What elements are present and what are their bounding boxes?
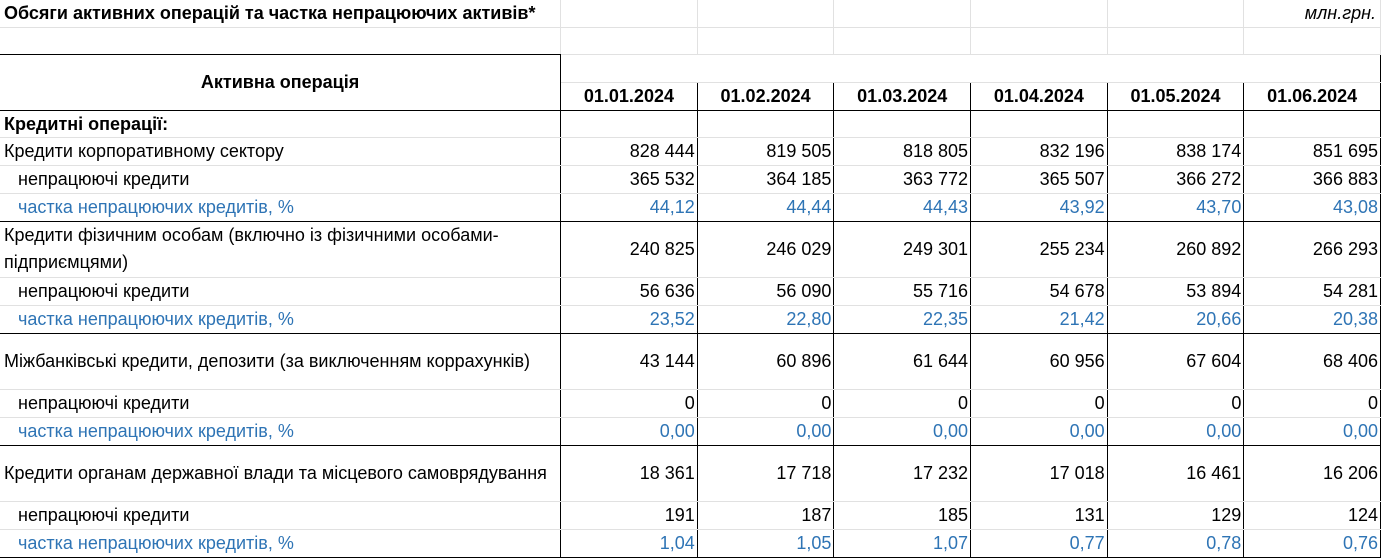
value-cell: 43,08 [1244,193,1381,221]
value-cell: 23,52 [561,305,698,333]
title-row [0,0,1381,27]
table-row [0,529,1381,557]
value-cell: 240 825 [561,221,698,277]
value-cell: 363 772 [834,165,971,193]
value-cell: 255 234 [971,221,1108,277]
row-label: непрацюючі кредити [0,277,561,305]
value-cell: 0 [697,389,834,417]
operation-header: Активна операція [0,54,561,110]
value-cell: 53 894 [1107,277,1244,305]
row-label: Кредити корпоративному сектору [0,137,561,165]
table-row [0,305,1381,333]
value-cell: 16 461 [1107,445,1244,501]
value-cell: 1,07 [834,529,971,557]
value-cell: 22,35 [834,305,971,333]
value-cell: 0 [834,389,971,417]
value-cell: 260 892 [1107,221,1244,277]
value-cell: 828 444 [561,137,698,165]
value-cell: 21,42 [971,305,1108,333]
date-header: 01.03.2024 [834,82,971,110]
value-cell: 819 505 [697,137,834,165]
table-row [0,389,1381,417]
value-cell: 68 406 [1244,333,1381,389]
date-header: 01.06.2024 [1244,82,1381,110]
value-cell: 17 232 [834,445,971,501]
value-cell: 17 018 [971,445,1108,501]
value-cell: 832 196 [971,137,1108,165]
value-cell: 0,00 [834,417,971,445]
value-cell: 365 507 [971,165,1108,193]
table-row [0,333,1381,389]
value-cell: 129 [1107,501,1244,529]
value-cell: 0,77 [971,529,1108,557]
value-cell: 366 883 [1244,165,1381,193]
table-title: Обсяги активних операцій та частка непрацюючих активів* [0,0,561,27]
value-cell: 1,05 [697,529,834,557]
value-cell: 191 [561,501,698,529]
value-cell: 43,92 [971,193,1108,221]
value-cell: 0,00 [561,417,698,445]
date-header: 01.04.2024 [971,82,1108,110]
value-cell: 246 029 [697,221,834,277]
value-cell: 20,66 [1107,305,1244,333]
value-cell: 0 [561,389,698,417]
table-row [0,417,1381,445]
value-cell: 364 185 [697,165,834,193]
row-label: частка непрацюючих кредитів, % [0,193,561,221]
value-cell: 0,00 [971,417,1108,445]
row-label: непрацюючі кредити [0,501,561,529]
row-label: частка непрацюючих кредитів, % [0,305,561,333]
value-cell: 838 174 [1107,137,1244,165]
table-row [0,445,1381,501]
row-label: непрацюючі кредити [0,389,561,417]
value-cell: 0 [971,389,1108,417]
value-cell: 56 090 [697,277,834,305]
value-cell: 54 678 [971,277,1108,305]
value-cell: 61 644 [834,333,971,389]
value-cell: 67 604 [1107,333,1244,389]
value-cell: 44,44 [697,193,834,221]
value-cell: 131 [971,501,1108,529]
row-label: частка непрацюючих кредитів, % [0,529,561,557]
table-row [0,221,1381,277]
value-cell: 1,04 [561,529,698,557]
value-cell: 60 956 [971,333,1108,389]
row-label: частка непрацюючих кредитів, % [0,417,561,445]
row-label: непрацюючі кредити [0,165,561,193]
table-row [0,277,1381,305]
value-cell: 0,00 [1107,417,1244,445]
value-cell: 851 695 [1244,137,1381,165]
date-header: 01.02.2024 [697,82,834,110]
value-cell: 0 [1244,389,1381,417]
table-row [0,501,1381,529]
value-cell: 187 [697,501,834,529]
units-label: млн.грн. [1244,0,1381,27]
table-row [0,165,1381,193]
value-cell: 43 144 [561,333,698,389]
date-header: 01.01.2024 [561,82,698,110]
table-row [0,137,1381,165]
row-label: Кредити органам державної влади та місцевого самоврядування [0,445,561,501]
value-cell: 60 896 [697,333,834,389]
value-cell: 43,70 [1107,193,1244,221]
value-cell: 0,00 [1244,417,1381,445]
value-cell: 44,43 [834,193,971,221]
section-label: Кредитні операції: [0,110,561,137]
value-cell: 54 281 [1244,277,1381,305]
row-label: Кредити фізичним особам (включно із фізичними особами-підприємцями) [0,221,561,277]
value-cell: 16 206 [1244,445,1381,501]
value-cell: 0,76 [1244,529,1381,557]
value-cell: 366 272 [1107,165,1244,193]
value-cell: 44,12 [561,193,698,221]
value-cell: 185 [834,501,971,529]
table-row [0,193,1381,221]
section-row [0,110,1381,137]
value-cell: 22,80 [697,305,834,333]
value-cell: 55 716 [834,277,971,305]
row-label: Міжбанківські кредити, депозити (за виключенням коррахунків) [0,333,561,389]
date-header: 01.05.2024 [1107,82,1244,110]
table-body [0,137,1381,557]
value-cell: 18 361 [561,445,698,501]
value-cell: 365 532 [561,165,698,193]
value-cell: 56 636 [561,277,698,305]
value-cell: 818 805 [834,137,971,165]
value-cell: 0,78 [1107,529,1244,557]
value-cell: 266 293 [1244,221,1381,277]
value-cell: 20,38 [1244,305,1381,333]
value-cell: 17 718 [697,445,834,501]
value-cell: 0,00 [697,417,834,445]
value-cell: 0 [1107,389,1244,417]
value-cell: 249 301 [834,221,971,277]
value-cell: 124 [1244,501,1381,529]
header-row-top [0,54,1381,82]
